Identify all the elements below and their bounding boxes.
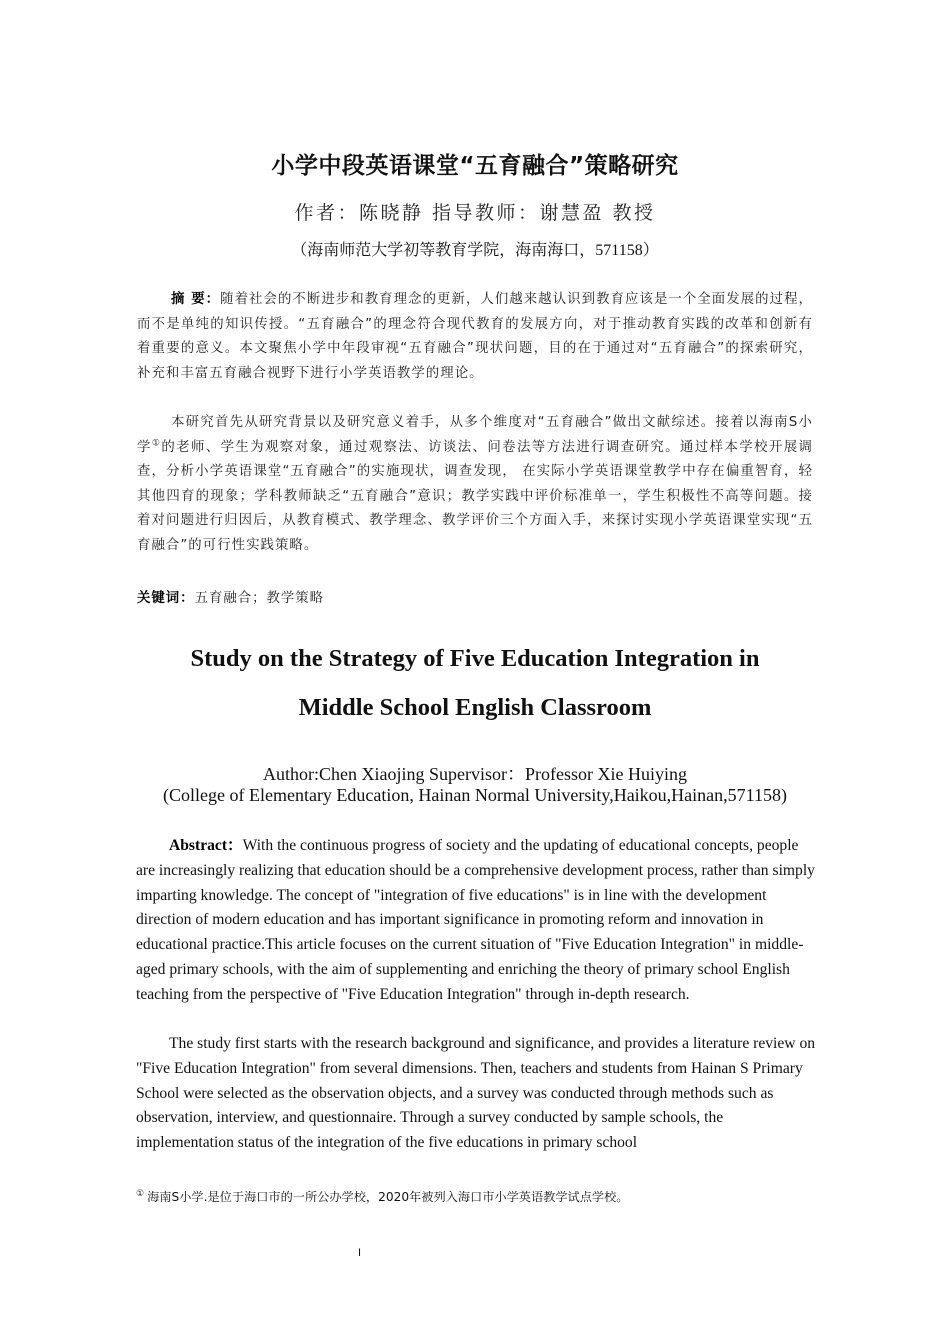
footnote-mark: ① [136,1188,145,1199]
footnote-text: 海南S小学.是位于海口市的一所公办学校，2020年被列入海口市小学英语教学试点学校。 [147,1190,629,1204]
chinese-abstract-text-2a: 本研究首先从研究背景以及研究意义着手，从多个维度对“五育融合”做出文献综述。接着以海南S小学 [137,415,813,455]
chinese-keywords [137,587,324,612]
keywords-label: 关键词： [137,591,195,606]
english-abstract-paragraph-2: The study first starts with the research background and significance, and provides a literature review on "Five Education Integration" from several dimensions. Then, teachers and students from Hainan S Primary School were selected as the observation objects, and a survey was conducted through methods such as observation, interview, and questionnaire. Through a survey conducted by sample schools, the implementation status of the integration of the five educations in primary school [136,1035,816,1152]
english-affiliation: (College of Elementary Education, Hainan Normal University,Haikou,Hainan,571158) [163,785,787,805]
chinese-author-line: 作者：陈晓静 指导教师：谢慧盈 教授 [294,202,656,224]
english-author-line: Author:Chen Xiaojing Supervisor：Professor Xie Huiying [263,764,687,784]
chinese-abstract-text-1: 随着社会的不断进步和教育理念的更新，人们越来越认识到教育应该是一个全面发展的过程，而不是单纯的知识传授。“五育融合”的理念符合现代教育的发展方向，对于推动教育实践的改革和创新有着重要的意义。本文聚焦小学中年段审视“五育融合”现状问题，目的在于通过对“五育融合”的探索研究，补充和丰富五育融合视野下进行小学英语教学的理论。 [137,292,813,381]
footnote [136,1188,628,1205]
footnote-reference-mark[interactable]: ① [151,438,162,449]
english-abstract-text-1: With the continuous progress of society and the updating of educational concepts, people are increasingly realizing that education should be a comprehensive development process, rather than simply imparting knowledge. The concept of "integration of five educations" is in line with the development direction of modern education and has important significance in promoting reform and innovation in educational practice.This article focuses on the current situation of "Five Education Integration" in middle-aged primary schools, with the aim of supplementing and enriching the theory of primary school English teaching from the perspective of "Five Education Integration" through in-depth research. [136,837,815,1003]
keywords-text: 五育融合；教学策略 [194,591,325,606]
chinese-abstract-paragraph-1 [137,288,813,386]
chinese-abstract-label: 摘 要： [171,292,221,307]
chinese-affiliation: （海南师范大学初等教育学院，海南海口，571158） [291,242,659,259]
chinese-abstract-text-2b: 的老师、学生为观察对象，通过观察法、访谈法、问卷法等方法进行调查研究。通过样本学校开展调查，分析小学英语课堂“五育融合”的实施现状，调查发现， 在实际小学英语课堂教学中存在偏重智育，轻其他四育的现象；学科教师缺乏“五育融合”意识；教学实践中评价标准单一，学生积极性不高等问题。接着对问题进行归因后，从教育模式、教学理念、教学评价三个方面入手，来探讨实现小学英语课堂实现“五育融合”的可行性实践策略。 [137,439,813,553]
chinese-title: 小学中段英语课堂“五育融合”策略研究 [271,153,679,179]
page-number: I [358,1247,362,1259]
chinese-abstract-paragraph-2 [137,411,813,558]
english-title-line-2: Middle School English Classroom [298,694,652,721]
english-abstract-label: Abstract： [169,837,243,854]
english-title-line-1: Study on the Strategy of Five Education Integration in [190,645,760,672]
english-abstract-paragraph-1 [136,834,816,1008]
